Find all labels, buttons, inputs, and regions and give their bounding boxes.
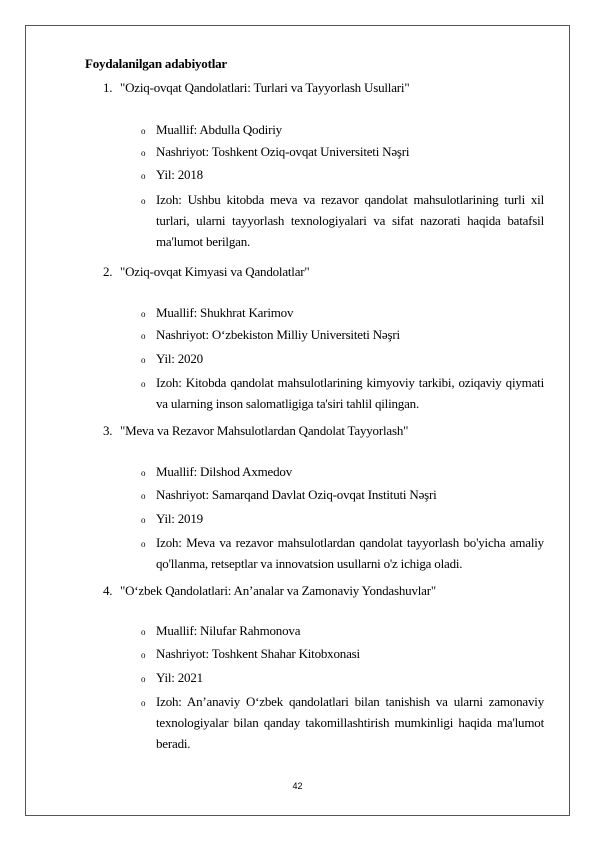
bullet-icon: o [141, 674, 146, 684]
bullet-icon: o [141, 379, 146, 389]
bullet-icon: o [141, 515, 146, 525]
bullet-icon: o [141, 148, 146, 158]
list-item-author: o Muallif: Shukhrat Karimov [141, 302, 544, 323]
list-item-year: o Yil: 2019 [141, 508, 544, 529]
list-item-publisher: o Nashriyot: O‘zbekiston Milliy Universiteti Nəşri [141, 324, 544, 345]
bullet-icon: o [141, 650, 146, 660]
list-item-publisher: o Nashriyot: Toshkent Shahar Kitobxonasi [141, 643, 544, 664]
entry-title-text: "O‘zbek Qandolatlari: An’analar va Zamonaviy Yondashuvlar" [120, 583, 436, 598]
list-item-note: o Izoh: An’anaviy O‘zbek qandolatlari bilan tanishish va ularni zamonaviy texnologiyalar bilan qanday takomillashtirish mumkinligi haqida ma'lumot beradi. [141, 691, 544, 754]
list-item-year: o Yil: 2020 [141, 348, 544, 369]
reference-entry-title [103, 264, 310, 280]
list-item-note: o Izoh: Meva va rezavor mahsulotlardan qandolat tayyorlash bo'yicha amaliy qo'llanma, retseptlar va innovatsion usullarni o'z ichiga oladi. [141, 532, 544, 574]
references-heading: Foydalanilgan adabiyotlar [85, 56, 227, 71]
entry-title-text: "Oziq-ovqat Qandolatlari: Turlari va Tayyorlash Usullari" [120, 80, 410, 95]
list-item-publisher: o Nashriyot: Samarqand Davlat Oziq-ovqat Instituti Nəşri [141, 484, 544, 505]
list-item-note: o Izoh: Kitobda qandolat mahsulotlarining kimyoviy tarkibi, oziqaviy qiymati va ularning inson salomatligiga ta'siri tahlil qilingan. [141, 372, 544, 414]
list-item-year: o Yil: 2021 [141, 667, 544, 688]
bullet-icon: o [141, 468, 146, 478]
bullet-icon: o [141, 309, 146, 319]
list-item-author: o Muallif: Nilufar Rahmonova [141, 620, 544, 641]
bullet-icon: o [141, 171, 146, 181]
bullet-icon: o [141, 126, 146, 136]
bullet-icon: o [141, 331, 146, 341]
entry-number: 4. [103, 583, 113, 598]
entry-title-text: "Meva va Rezavor Mahsulotlardan Qandolat Tayyorlash" [120, 423, 409, 438]
reference-entry-title [103, 80, 409, 96]
bullet-icon: o [141, 539, 146, 549]
reference-entry-title [103, 583, 436, 599]
bullet-icon: o [141, 698, 146, 708]
bullet-icon: o [141, 627, 146, 637]
page-number: 42 [292, 781, 303, 791]
bullet-icon: o [141, 196, 146, 206]
entry-number: 2. [103, 264, 113, 279]
list-item-author: o Muallif: Dilshod Axmedov [141, 461, 544, 482]
bullet-icon: o [141, 491, 146, 501]
bullet-icon: o [141, 355, 146, 365]
entry-number: 1. [103, 80, 113, 95]
list-item-note: o Izoh: Ushbu kitobda meva va rezavor qandolat mahsulotlarining turli xil turlari, ularni tayyorlash texnologiyalari va sifat nazorati haqida batafsil ma'lumot berilgan. [141, 189, 544, 252]
reference-entry-title [103, 423, 408, 439]
list-item-author: o Muallif: Abdulla Qodiriy [141, 119, 544, 140]
entry-title-text: "Oziq-ovqat Kimyasi va Qandolatlar" [120, 264, 310, 279]
entry-number: 3. [103, 423, 113, 438]
list-item-publisher: o Nashriyot: Toshkent Oziq-ovqat Universiteti Nəşri [141, 141, 544, 162]
list-item-year: o Yil: 2018 [141, 164, 544, 185]
